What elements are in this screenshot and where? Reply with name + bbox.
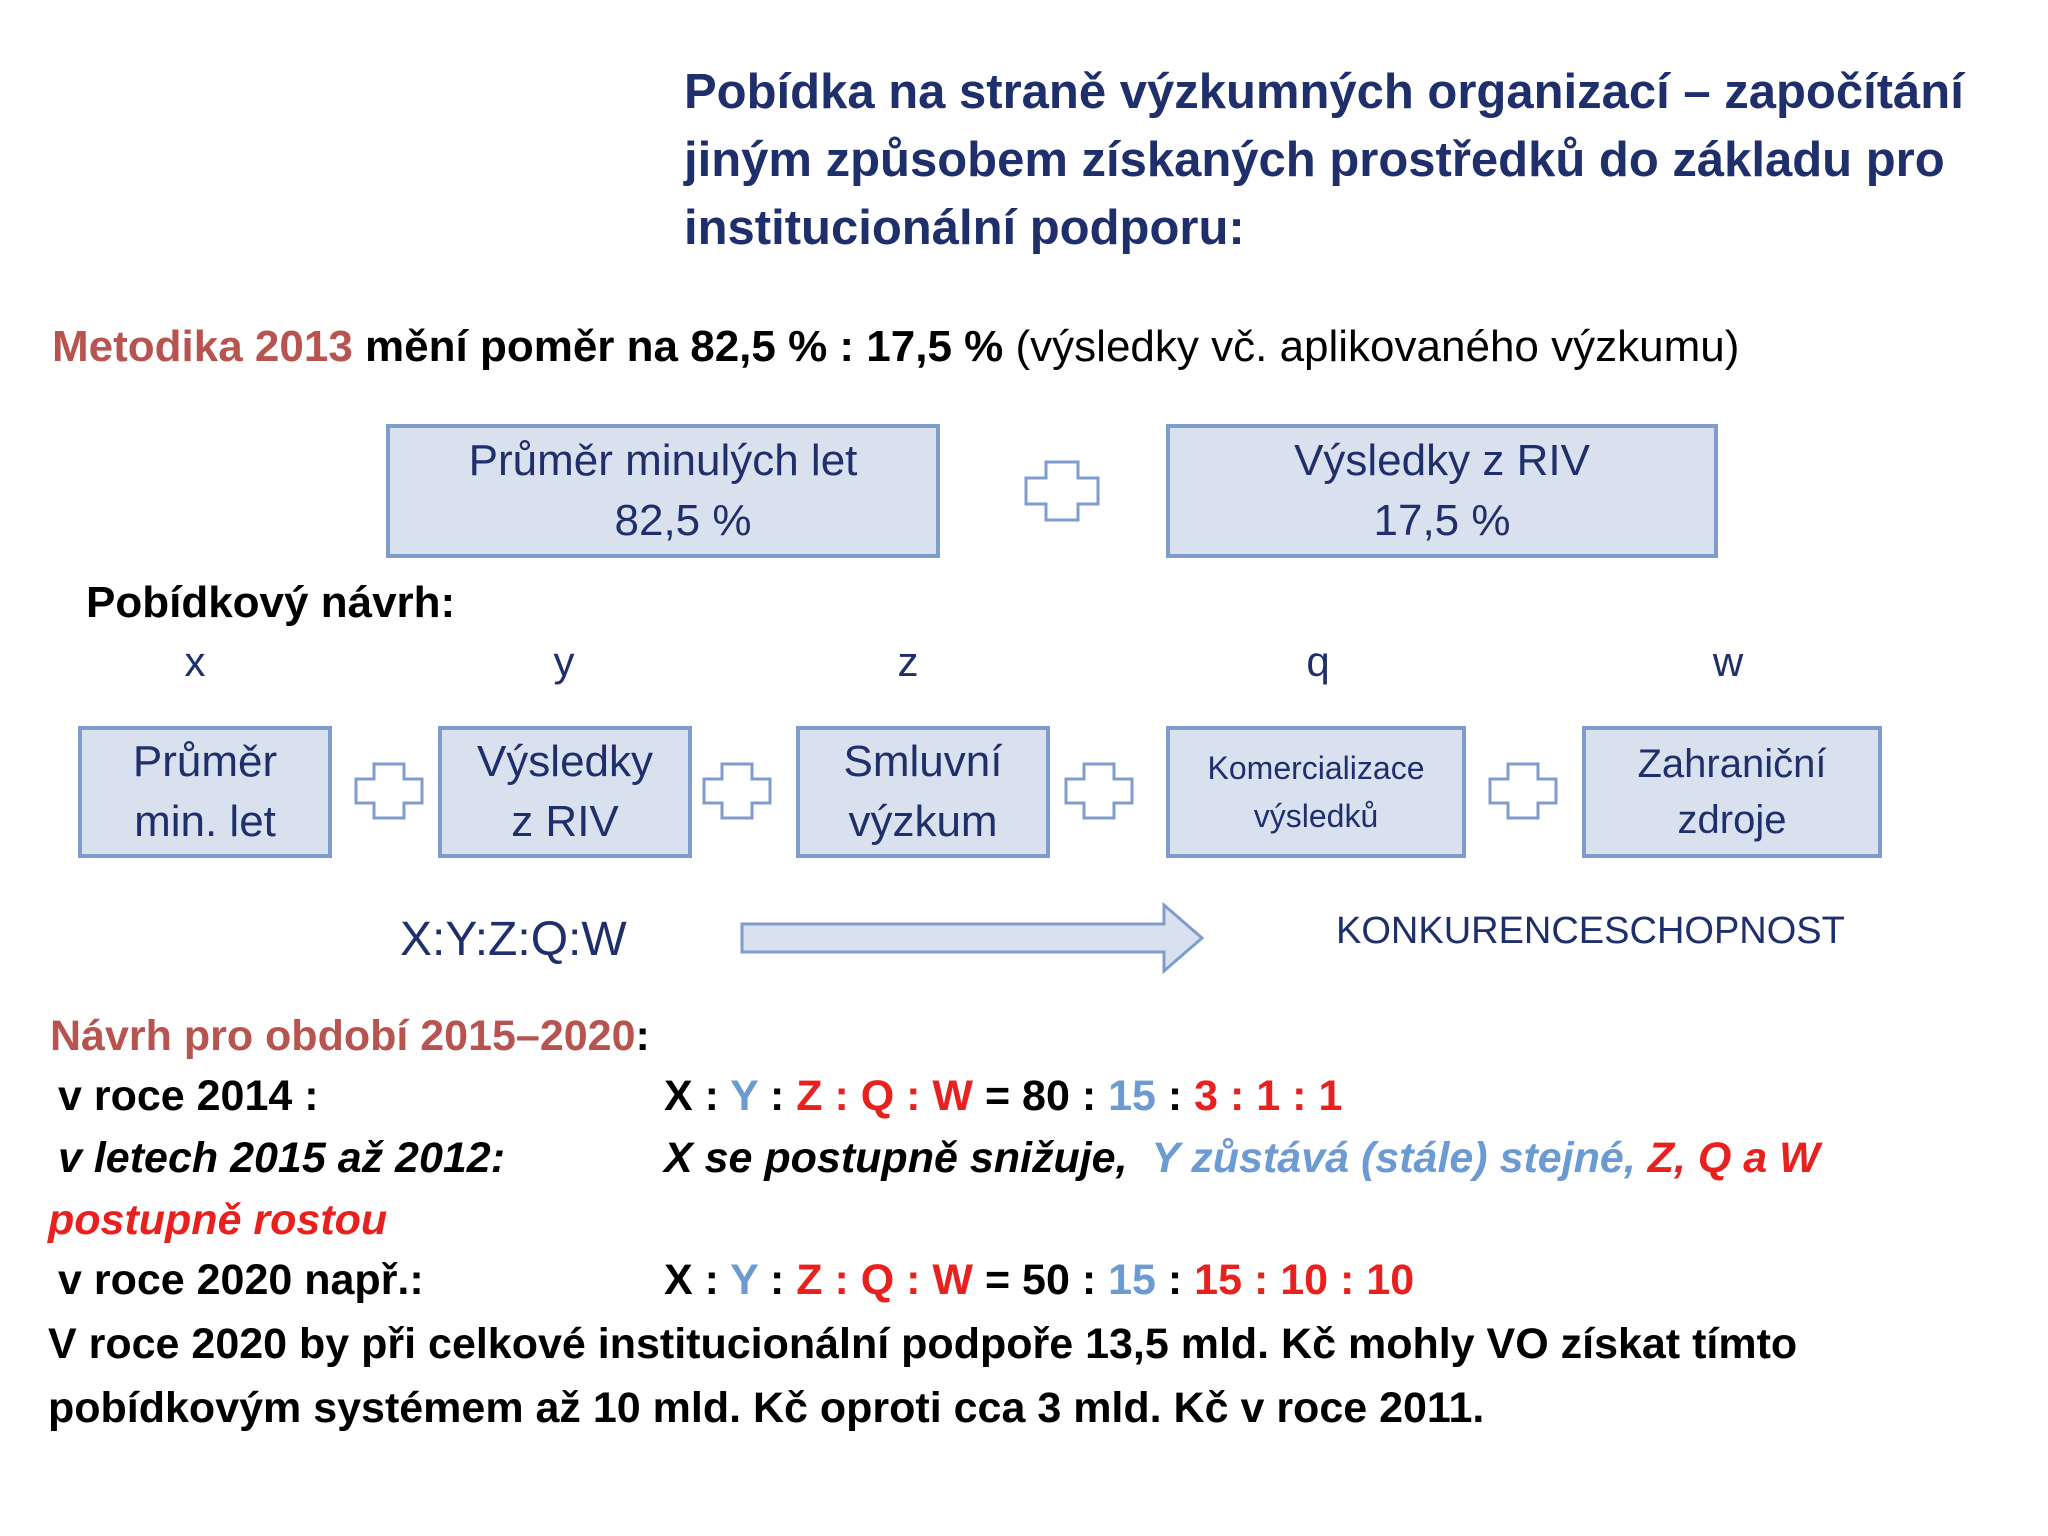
- var-z: Z: [796, 1256, 823, 1304]
- var-w: W: [932, 1072, 974, 1120]
- sep: :: [1242, 1256, 1281, 1304]
- var-y: Y: [730, 1256, 759, 1304]
- letter-w: w: [1712, 638, 1744, 685]
- box-line2: min. let: [134, 797, 276, 846]
- box-zahranicni-zdroje: [1582, 726, 1882, 858]
- box-line2: výsledků: [1253, 798, 1379, 834]
- sep: :: [822, 1072, 861, 1120]
- row-2015-values: [664, 1134, 1820, 1183]
- page-title: Pobídka na straně výzkumných organizací – započítání jiným způsobem získaných prostředků do základu pro institucionální podporu:: [684, 65, 1964, 255]
- box-line2: z RIV: [511, 797, 619, 846]
- value-z: 15: [1194, 1256, 1242, 1304]
- plus-icon: [354, 762, 424, 820]
- value-x: 80: [1022, 1072, 1070, 1120]
- plus-icon: [1488, 762, 1558, 820]
- navrh-colon: :: [635, 1012, 650, 1060]
- box-line2: 17,5 %: [1373, 496, 1511, 545]
- letter-y: y: [553, 638, 575, 685]
- sep: :: [822, 1256, 861, 1304]
- navrh-text: Návrh pro období 2015–2020: [50, 1012, 636, 1060]
- sep: :: [1280, 1072, 1319, 1120]
- box-prumer-minulych-let: [386, 424, 940, 558]
- box-komercializace-vysledku: [1166, 726, 1466, 858]
- var-x: X: [664, 1072, 693, 1120]
- sep: :: [1069, 1072, 1109, 1120]
- value-w: 10: [1366, 1256, 1415, 1304]
- value-q: 1: [1256, 1072, 1281, 1120]
- box-line2: 82,5 %: [614, 496, 752, 545]
- metodika-line: [52, 322, 1739, 372]
- sep: :: [758, 1072, 797, 1120]
- box-line2: zdroje: [1677, 798, 1787, 842]
- navrh-heading: [50, 1012, 650, 1061]
- value-w: 1: [1318, 1072, 1343, 1120]
- row-2014-label: v roce 2014 :: [58, 1072, 319, 1120]
- var-z: Z: [796, 1072, 823, 1120]
- var-w: W: [932, 1256, 974, 1304]
- value-y: 15: [1108, 1072, 1156, 1120]
- value-q: 10: [1280, 1256, 1329, 1304]
- sep: :: [758, 1256, 797, 1304]
- equals: =: [973, 1072, 1023, 1120]
- row-2020-values: [664, 1256, 1414, 1305]
- sep: :: [1069, 1256, 1109, 1304]
- var-q: Q: [860, 1256, 895, 1304]
- box-line1: Komercializace: [1207, 750, 1425, 786]
- row-2015-label: v letech 2015 až 2012:: [58, 1134, 506, 1182]
- zqw-text: Z, Q a W: [1647, 1134, 1820, 1182]
- sep: :: [894, 1256, 933, 1304]
- box-vysledky-z-riv-top: [1166, 424, 1718, 558]
- var-y: Y: [730, 1072, 759, 1120]
- box-vysledky-z-riv: [438, 726, 692, 858]
- box-line1: Smluvní: [843, 737, 1003, 786]
- sep: :: [1155, 1256, 1195, 1304]
- value-x: 50: [1022, 1256, 1070, 1304]
- sep: :: [1218, 1072, 1257, 1120]
- box-smluvni-vyzkum: [796, 726, 1050, 858]
- konkurenceschopnost-label: KONKURENCESCHOPNOST: [1336, 910, 1845, 952]
- box-line2: výzkum: [848, 797, 998, 846]
- box-line1: Výsledky z RIV: [1294, 436, 1590, 485]
- metodika-note: (výsledky vč. aplikovaného výzkumu): [1003, 322, 1740, 371]
- y-text: Y zůstává (stále) stejné,: [1151, 1134, 1636, 1182]
- plus-icon: [1024, 460, 1100, 522]
- right-arrow-icon: [740, 902, 1206, 979]
- value-z: 3: [1194, 1072, 1219, 1120]
- box-line1: Výsledky: [476, 737, 654, 786]
- box-line1: Průměr: [132, 737, 278, 786]
- plus-icon: [702, 762, 772, 820]
- sep: :: [692, 1256, 731, 1304]
- value-y: 15: [1108, 1256, 1156, 1304]
- letter-x: x: [184, 638, 206, 685]
- metodika-ratio: mění poměr na 82,5 % : 17,5 %: [352, 322, 1004, 371]
- row-2020-label: v roce 2020 např.:: [58, 1256, 424, 1304]
- sep: :: [894, 1072, 933, 1120]
- final-paragraph: V roce 2020 by při celkové institucionální podpoře 13,5 mld. Kč mohly VO získat tímto pobídkovým systémem až 10 mld. Kč oproti cca 3 mld. Kč v roce 2011.: [48, 1320, 1798, 1432]
- pobidkovy-navrh-label: Pobídkový návrh:: [86, 578, 456, 627]
- var-x: X: [664, 1256, 693, 1304]
- plus-icon: [1064, 762, 1134, 820]
- box-line1: Průměr minulých let: [468, 436, 858, 485]
- ratio-label: X:Y:Z:Q:W: [400, 913, 627, 966]
- row-2014-values: [664, 1072, 1342, 1121]
- equals: =: [973, 1256, 1023, 1304]
- var-q: Q: [860, 1072, 895, 1120]
- metodika-label: Metodika 2013: [52, 322, 353, 371]
- box-line1: Zahraniční: [1637, 742, 1827, 786]
- sep: :: [692, 1072, 731, 1120]
- sep: :: [1155, 1072, 1195, 1120]
- box-prumer-min-let: [78, 726, 332, 858]
- row-2015-continuation: postupně rostou: [48, 1196, 388, 1244]
- sep: :: [1328, 1256, 1367, 1304]
- x-text: X se postupně snižuje,: [664, 1134, 1128, 1182]
- letter-q: q: [1306, 638, 1330, 685]
- letter-z: z: [897, 638, 919, 685]
